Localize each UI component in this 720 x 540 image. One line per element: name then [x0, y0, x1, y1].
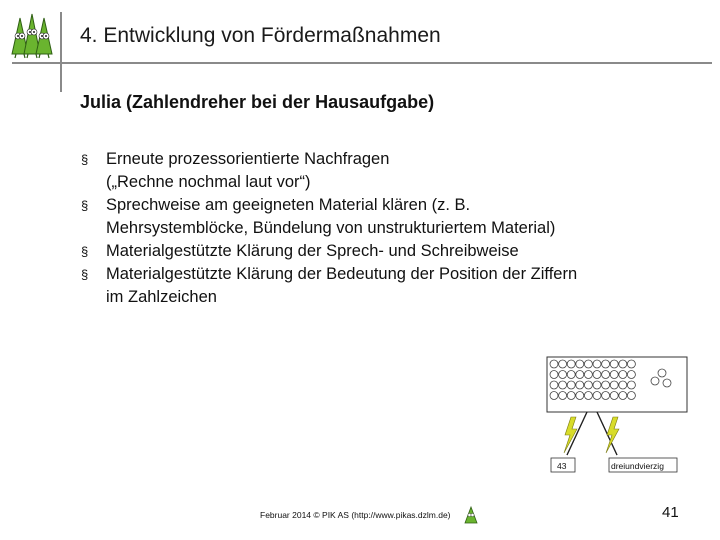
bullet-item	[80, 148, 700, 194]
counter	[627, 371, 635, 379]
bullet-item	[80, 194, 700, 240]
counter	[559, 392, 567, 400]
word-label: dreiundvierzig	[611, 461, 664, 471]
bullet-marker: §	[81, 244, 89, 259]
bullet-item	[80, 240, 700, 263]
counter	[602, 371, 610, 379]
counter	[550, 371, 558, 379]
counter	[559, 381, 567, 389]
counter	[627, 392, 635, 400]
counter	[567, 381, 575, 389]
bullet-text: Materialgestützte Klärung der Sprech- und Schreibweise	[106, 242, 519, 260]
counter	[550, 360, 558, 368]
header-vertical-rule	[60, 12, 62, 92]
counter	[619, 371, 627, 379]
bullet-text: Erneute prozessorientierte Nachfragen („Rechne nochmal laut vor“)	[106, 150, 390, 191]
bullet-text: Materialgestützte Klärung der Bedeutung der Position der Ziffern im Zahlzeichen	[106, 265, 578, 306]
header-horizontal-rule	[12, 62, 712, 64]
counter	[602, 381, 610, 389]
counter	[576, 381, 584, 389]
bullet-marker: §	[81, 152, 89, 167]
counter-material-diagram	[545, 355, 695, 480]
counter	[602, 392, 610, 400]
loose-counter	[651, 377, 659, 385]
counter	[610, 392, 618, 400]
counter	[576, 371, 584, 379]
counter	[567, 360, 575, 368]
loose-counter	[658, 369, 666, 377]
counter	[584, 360, 592, 368]
counter	[627, 360, 635, 368]
slide-title: 4. Entwicklung von Fördermaßnahmen	[80, 24, 441, 47]
footer-citation: Februar 2014 © PIK AS (http://www.pikas.dzlm.de)	[260, 510, 451, 520]
number-label: 43	[557, 461, 567, 471]
counter	[550, 381, 558, 389]
counter	[610, 371, 618, 379]
counter	[584, 381, 592, 389]
counter	[593, 392, 601, 400]
pikas-small-logo-icon	[462, 505, 480, 525]
counter	[619, 360, 627, 368]
loose-counter	[663, 379, 671, 387]
counter	[550, 392, 558, 400]
slide-subtitle: Julia (Zahlendreher bei der Hausaufgabe)	[80, 92, 435, 112]
bullet-list	[80, 148, 700, 309]
counter	[593, 371, 601, 379]
bullet-marker: §	[81, 198, 89, 213]
counter	[610, 360, 618, 368]
pikas-logo-icon	[6, 10, 58, 60]
lightning-icon	[606, 417, 619, 453]
counter	[576, 392, 584, 400]
counter	[627, 381, 635, 389]
bullet-text: Sprechweise am geeigneten Material klären (z. B. Mehrsystemblöcke, Bündelung von unstrukturiertem Material)	[106, 196, 556, 237]
counter	[559, 371, 567, 379]
counter	[584, 371, 592, 379]
counter	[602, 360, 610, 368]
counter	[584, 392, 592, 400]
bullet-marker: §	[81, 267, 89, 282]
counter	[593, 360, 601, 368]
counter	[619, 381, 627, 389]
counter	[610, 381, 618, 389]
counter	[559, 360, 567, 368]
counter	[567, 392, 575, 400]
counter	[619, 392, 627, 400]
bullet-item	[80, 263, 700, 309]
page-number: 41	[662, 504, 679, 521]
counter	[593, 381, 601, 389]
counter	[567, 371, 575, 379]
counter	[576, 360, 584, 368]
